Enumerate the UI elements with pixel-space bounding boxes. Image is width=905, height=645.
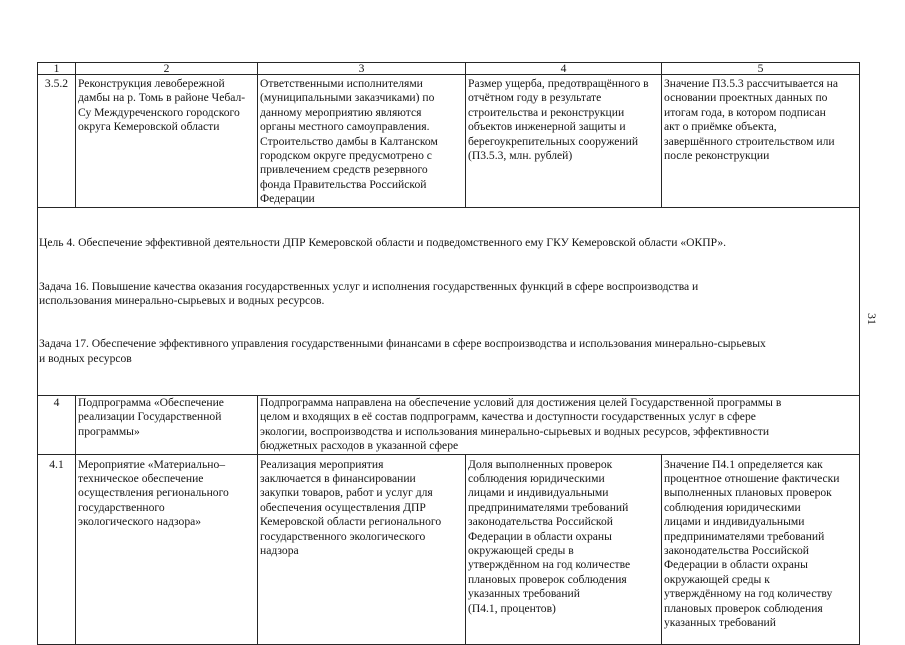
measure-description-cell: Реализация мероприятия заключается в финансировании закупки товаров, работ и услуг для обеспечения осуществления ДПР Кемеровской области регионального государственного экологического надзора <box>258 454 466 644</box>
table-row-measure-3-5-2 <box>38 75 860 208</box>
goal-4-text: Цель 4. Обеспечение эффективной деятельности ДПР Кемеровской области и подведомственного ему ГКУ Кемеровской области «ОКПР». <box>39 236 727 250</box>
measure-name-cell: Мероприятие «Материально– техническое обеспечение осуществления регионального государственного экологического надзора» <box>76 454 258 644</box>
goal-tasks-cell <box>38 207 860 395</box>
indicator-cell: Доля выполненных проверок соблюдения юридическими лицами и индивидуальными предпринимателями требований законодательства Российской Федерации в области охраны окружающей среды в утверждённом на год количестве плановых проверок соблюдения указанных требований (П4.1, процентов) <box>466 454 662 644</box>
subprogram-number-cell: 4 <box>38 395 76 454</box>
column-number-header: 2 <box>76 63 258 75</box>
measure-description-cell: Ответственными исполнителями (муниципальными заказчиками) по данному мероприятию являются органы местного самоуправления. Строительство дамбы в Калтанском городском округе предусмотрено с привлечением средств резервного фонда Правительства Российской Федерации <box>258 75 466 208</box>
subprogram-name-cell: Подпрограмма «Обеспечение реализации Государственной программы» <box>76 395 258 454</box>
program-measures-table <box>37 62 860 645</box>
page-number: 31 <box>865 313 879 325</box>
measure-number-cell: 4.1 <box>38 454 76 644</box>
table-row-measure-4-1 <box>38 454 860 644</box>
column-number-header: 3 <box>258 63 466 75</box>
measure-number-cell: 3.5.2 <box>38 75 76 208</box>
subprogram-description-cell: Подпрограмма направлена на обеспечение условий для достижения целей Государственной программы в целом и входящих в её состав подпрограмм, качества и доступности государственных услуг в сфере экологии, воспроизводства и использования минерально-сырьевых и водных ресурсов, эффективности бюджетных расходов в указанной сфере <box>258 395 860 454</box>
column-number-row <box>38 63 860 75</box>
task-16-text: Задача 16. Повышение качества оказания государственных услуг и исполнения государственных функций в сфере воспроизводства и использования минерально-сырьевых и водных ресурсов. <box>39 279 699 308</box>
task-17-text: Задача 17. Обеспечение эффективного управления государственными финансами в сфере воспроизводства и использования минерально-сырьевых и водных ресурсов <box>39 337 766 365</box>
column-number-header: 4 <box>466 63 662 75</box>
table-row-subprogram-4 <box>38 395 860 454</box>
column-number-header: 5 <box>662 63 860 75</box>
indicator-cell: Размер ущерба, предотвращённого в отчётном году в результате строительства и реконструкции объектов инженерной защиты и берегоукрепительных сооружений (П3.5.3, млн. рублей) <box>466 75 662 208</box>
calculation-method-cell: Значение П4.1 определяется как процентное отношение фактически выполненных плановых проверок соблюдения юридическими лицами и индивидуальными предпринимателями требований законодательства Российской Федерации в области охраны окружающей среды к утверждённому на год количеству плановых проверок соблюдения указанных требований <box>662 454 860 644</box>
measure-name-cell: Реконструкция левобережной дамбы на р. Томь в районе Чебал- Су Междуреченского городского округа Кемеровской области <box>76 75 258 208</box>
column-number-header: 1 <box>38 63 76 75</box>
table-row-goal-tasks <box>38 207 860 395</box>
calculation-method-cell: Значение П3.5.3 рассчитывается на основании проектных данных по итогам года, в котором подписан акт о приёмке объекта, завершённого строительством или после реконструкции <box>662 75 860 208</box>
